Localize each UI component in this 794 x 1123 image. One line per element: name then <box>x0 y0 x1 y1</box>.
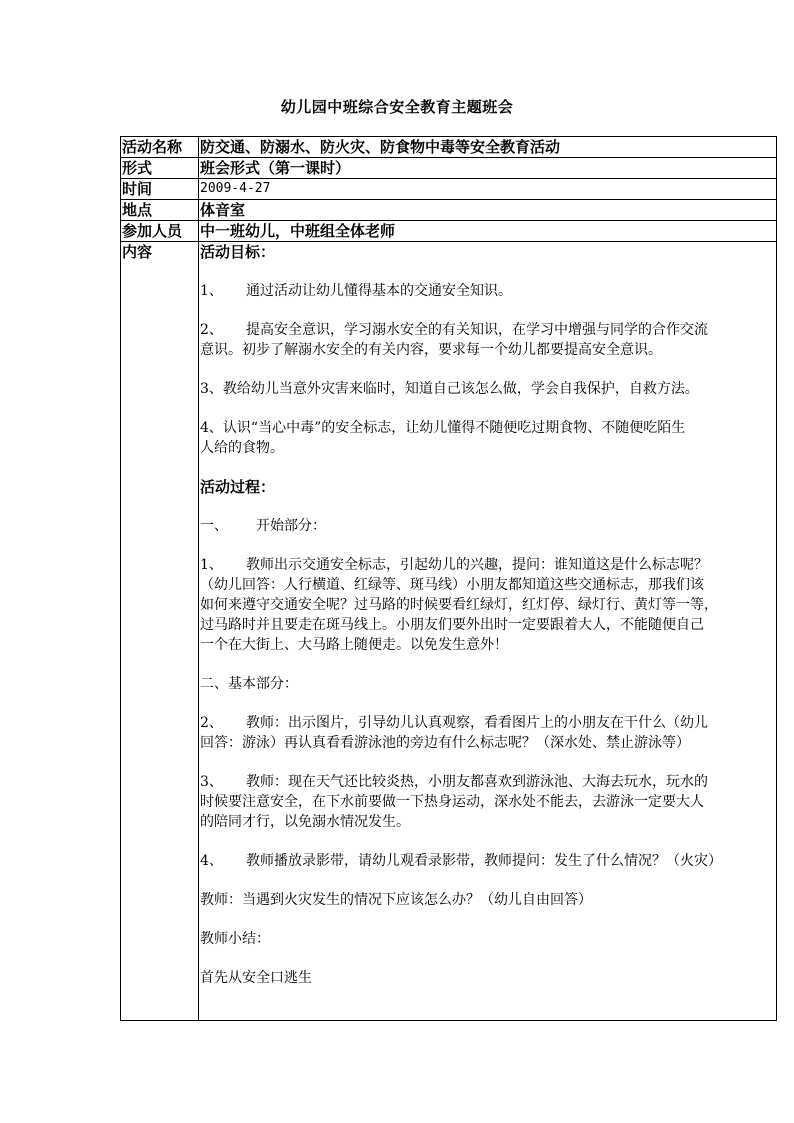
label-content: 内容 <box>121 242 199 1021</box>
goals-heading: 活动目标： <box>200 243 276 261</box>
step-2-line-1: 2、 教师：出示图片，引导幼儿认真观察，看看图片上的小朋友在干什么（幼儿 <box>200 715 708 731</box>
label-participants: 参加人员 <box>121 221 199 242</box>
label-activity-name: 活动名称 <box>121 137 199 158</box>
step-3-line-2: 时候要注意安全，在下水前要做一下热身运动，深水处不能去，去游泳一定要大人 <box>200 794 704 810</box>
row-time <box>121 179 777 200</box>
value-time: 2009-4-27 <box>199 179 777 200</box>
label-format: 形式 <box>121 158 199 179</box>
step-1-line-1: 1、 教师出示交通安全标志，引起幼儿的兴趣，提问：谁知道这是什么标志呢？ <box>200 557 708 573</box>
value-participants: 中一班幼儿，中班组全体老师 <box>199 221 777 242</box>
value-content <box>199 242 777 1021</box>
summary-line-1: 首先从安全口逃生 <box>200 970 312 986</box>
summary-heading: 教师小结： <box>200 931 270 947</box>
part-2-heading: 二、基本部分： <box>200 676 298 692</box>
document-title: 幼儿园中班综合安全教育主题班会 <box>280 98 514 116</box>
part-1-heading: 一、 开始部分： <box>200 518 326 534</box>
row-activity-name <box>121 137 777 158</box>
row-participants <box>121 221 777 242</box>
activity-table <box>120 136 777 1021</box>
step-1-line-3: 如何来遵守交通安全呢？过马路的时候要看红绿灯，红灯停、绿灯行、黄灯等一等， <box>200 597 718 613</box>
teacher-question: 教师：当遇到火灾发生的情况下应该怎么办？（幼儿自由回答） <box>200 892 592 908</box>
row-format <box>121 158 777 179</box>
step-2-line-2: 回答：游泳）再认真看看游泳池的旁边有什么标志呢？（深水处、禁止游泳等） <box>200 735 690 751</box>
step-1-line-2: （幼儿回答：人行横道、红绿等、斑马线）小朋友都知道这些交通标志，那我们该 <box>200 577 704 593</box>
row-content <box>121 242 777 1021</box>
goal-4-line-2: 人给的食物。 <box>200 440 284 456</box>
value-location: 体音室 <box>199 200 777 221</box>
step-3-line-3: 的陪同才行，以免溺水情况发生。 <box>200 814 410 830</box>
goal-3: 3、教给幼儿当意外灾害来临时，知道自己该怎么做，学会自我保护，自救方法。 <box>200 381 699 397</box>
row-location <box>121 200 777 221</box>
goal-1: 1、 通过活动让幼儿懂得基本的交通安全知识。 <box>200 283 512 299</box>
value-format: 班会形式（第一课时） <box>199 158 777 179</box>
step-1-line-5: 一个在大街上、大马路上随便走。以免发生意外！ <box>200 637 508 653</box>
step-3-line-1: 3、 教师：现在天气还比较炎热，小朋友都喜欢到游泳池、大海去玩水，玩水的 <box>200 774 708 790</box>
goal-2-line-2: 意识。初步了解溺水安全的有关内容，要求每一个幼儿都要提高安全意识。 <box>200 342 662 358</box>
process-heading: 活动过程： <box>200 478 276 496</box>
label-time: 时间 <box>121 179 199 200</box>
goal-4-line-1: 4、认识“当心中毒”的安全标志，让幼儿懂得不随便吃过期食物、不随便吃陌生 <box>200 420 686 436</box>
content-body <box>200 242 775 988</box>
goal-2-line-1: 2、 提高安全意识，学习溺水安全的有关知识，在学习中增强与同学的合作交流 <box>200 322 708 338</box>
value-activity-name: 防交通、防溺水、防火灾、防食物中毒等安全教育活动 <box>199 137 777 158</box>
step-1-line-4: 过马路时并且要走在斑马线上。小朋友们要外出时一定要跟着大人，不能随便自己 <box>200 617 704 633</box>
step-4-line-1: 4、 教师播放录影带，请幼儿观看录影带，教师提问：发生了什么情况？（火灾） <box>200 853 722 869</box>
label-location: 地点 <box>121 200 199 221</box>
